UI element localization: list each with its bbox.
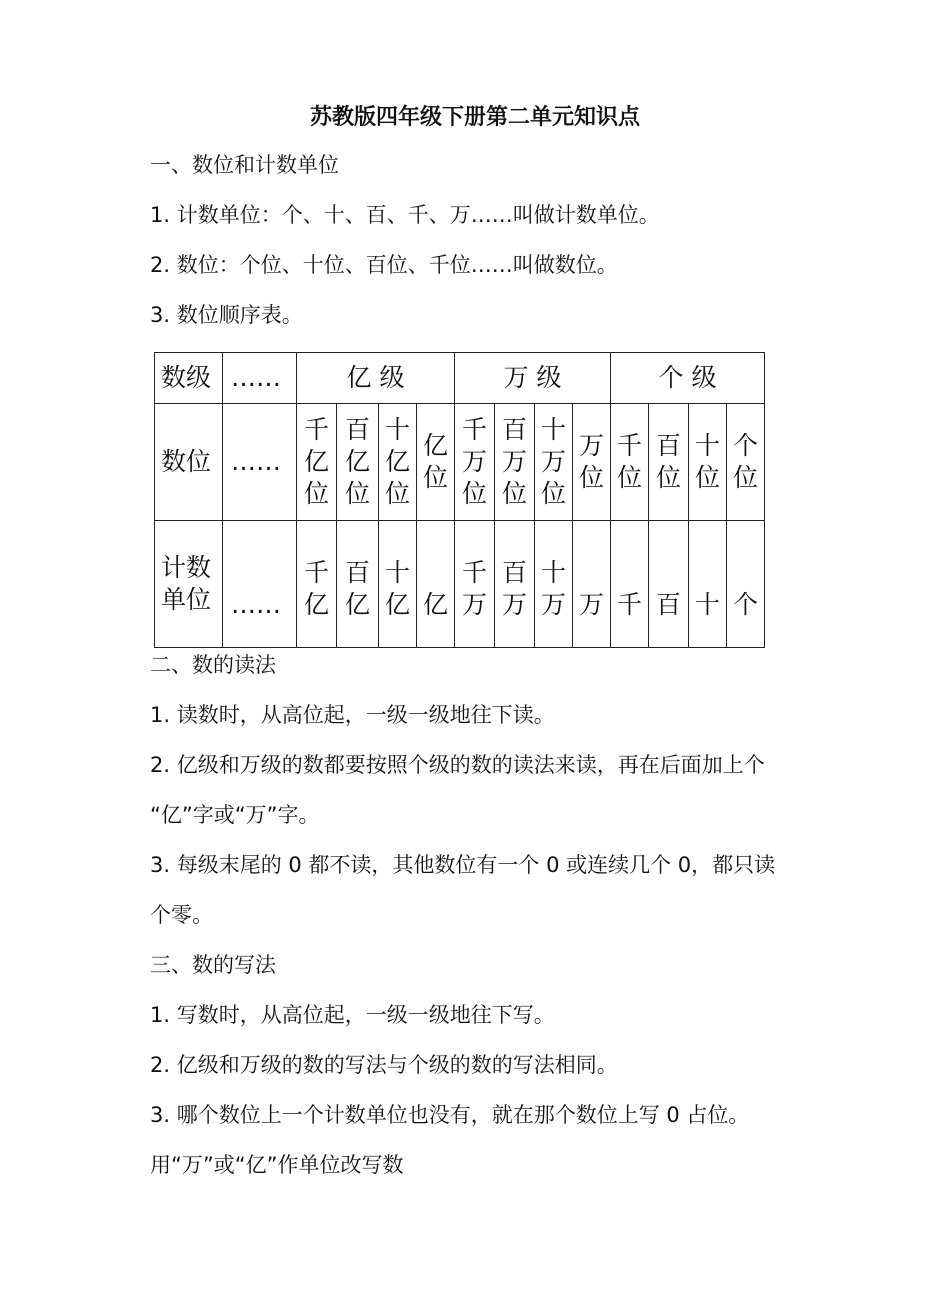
section2-item-2a: 2. 亿级和万级的数都要按照个级的数的读法来读，再在后面加上个 bbox=[150, 753, 765, 777]
row-label-unit-text: 计数单位 bbox=[161, 553, 212, 614]
ellipsis-cell: …… bbox=[223, 353, 297, 404]
unit-cell-text: 个 bbox=[732, 590, 758, 619]
place-cell bbox=[455, 404, 495, 521]
section2-item-3a: 3. 每级末尾的 0 都不读，其他数位有一个 0 或连续几个 0，都只读 bbox=[150, 853, 776, 877]
place-cell-text: 百位 bbox=[655, 431, 681, 492]
place-cell bbox=[649, 404, 689, 521]
section2-item-3b: 个零。 bbox=[150, 903, 213, 927]
ellipsis-cell: …… bbox=[223, 521, 297, 648]
place-cell-text: 十万位 bbox=[540, 415, 566, 508]
unit-cell-text: 十 bbox=[694, 590, 720, 619]
unit-cell-text: 百 bbox=[655, 590, 681, 619]
place-cell-text: 千亿位 bbox=[303, 415, 329, 508]
unit-cell bbox=[455, 521, 495, 648]
unit-cell-text: 亿 bbox=[422, 590, 448, 619]
row-label-place: 数位 bbox=[155, 404, 223, 521]
unit-cell-text: 千亿 bbox=[303, 558, 329, 619]
unit-cell-text: 十万 bbox=[540, 558, 566, 619]
place-cell-text: 亿位 bbox=[422, 431, 448, 492]
page-title: 苏教版四年级下册第二单元知识点 bbox=[309, 105, 640, 130]
unit-cell bbox=[611, 521, 649, 648]
place-cell-text: 个位 bbox=[732, 431, 758, 492]
unit-cell bbox=[689, 521, 727, 648]
place-cell bbox=[573, 404, 611, 521]
unit-cell bbox=[495, 521, 535, 648]
unit-cell-text: 千 bbox=[616, 590, 642, 619]
unit-cell bbox=[727, 521, 765, 648]
place-cell bbox=[417, 404, 455, 521]
place-cell-text: 百亿位 bbox=[344, 415, 370, 508]
place-cell bbox=[535, 404, 573, 521]
unit-cell bbox=[649, 521, 689, 648]
place-cell-text: 千位 bbox=[616, 431, 642, 492]
place-cell-text: 十位 bbox=[694, 431, 720, 492]
place-cell bbox=[727, 404, 765, 521]
place-cell bbox=[337, 404, 379, 521]
section1-item-3: 3. 数位顺序表。 bbox=[150, 303, 303, 327]
place-value-table bbox=[154, 352, 765, 648]
level-wan: 万 级 bbox=[455, 353, 611, 404]
place-cell bbox=[297, 404, 337, 521]
table-row-level bbox=[155, 353, 765, 404]
place-cell-text: 百万位 bbox=[501, 415, 527, 508]
row-label-level: 数级 bbox=[155, 353, 223, 404]
level-ge: 个 级 bbox=[611, 353, 765, 404]
section1-item-2: 2. 数位：个位、十位、百位、千位……叫做数位。 bbox=[150, 253, 618, 277]
place-cell-text: 千万位 bbox=[461, 415, 487, 508]
section3-item-3: 3. 哪个数位上一个计数单位也没有，就在那个数位上写 0 占位。 bbox=[150, 1103, 750, 1127]
place-cell bbox=[689, 404, 727, 521]
section-heading-3: 三、数的写法 bbox=[150, 953, 276, 977]
place-cell bbox=[495, 404, 535, 521]
place-cell-text: 万位 bbox=[578, 431, 604, 492]
place-cell bbox=[379, 404, 417, 521]
unit-cell bbox=[297, 521, 337, 648]
unit-cell bbox=[337, 521, 379, 648]
section2-item-2b: “亿”字或“万”字。 bbox=[150, 803, 320, 827]
unit-cell bbox=[417, 521, 455, 648]
section3-extra: 用“万”或“亿”作单位改写数 bbox=[150, 1153, 404, 1177]
unit-cell bbox=[535, 521, 573, 648]
unit-cell-text: 千万 bbox=[461, 558, 487, 619]
unit-cell bbox=[379, 521, 417, 648]
table-row-unit bbox=[155, 521, 765, 648]
unit-cell-text: 百亿 bbox=[344, 558, 370, 619]
section-heading-2: 二、数的读法 bbox=[150, 653, 276, 677]
section3-item-2: 2. 亿级和万级的数的写法与个级的数的写法相同。 bbox=[150, 1053, 618, 1077]
place-cell-text: 十亿位 bbox=[384, 415, 410, 508]
unit-cell-text: 百万 bbox=[501, 558, 527, 619]
unit-cell-text: 万 bbox=[578, 590, 604, 619]
ellipsis-cell: …… bbox=[223, 404, 297, 521]
unit-cell-text: 十亿 bbox=[384, 558, 410, 619]
place-cell bbox=[611, 404, 649, 521]
section1-item-1: 1. 计数单位：个、十、百、千、万……叫做计数单位。 bbox=[150, 203, 660, 227]
level-yi: 亿 级 bbox=[297, 353, 455, 404]
section2-item-1: 1. 读数时，从高位起，一级一级地往下读。 bbox=[150, 703, 555, 727]
section3-item-1: 1. 写数时，从高位起，一级一级地往下写。 bbox=[150, 1003, 555, 1027]
table-row-place bbox=[155, 404, 765, 521]
unit-cell bbox=[573, 521, 611, 648]
row-label-unit bbox=[155, 521, 223, 648]
section-heading-1: 一、数位和计数单位 bbox=[150, 153, 339, 177]
